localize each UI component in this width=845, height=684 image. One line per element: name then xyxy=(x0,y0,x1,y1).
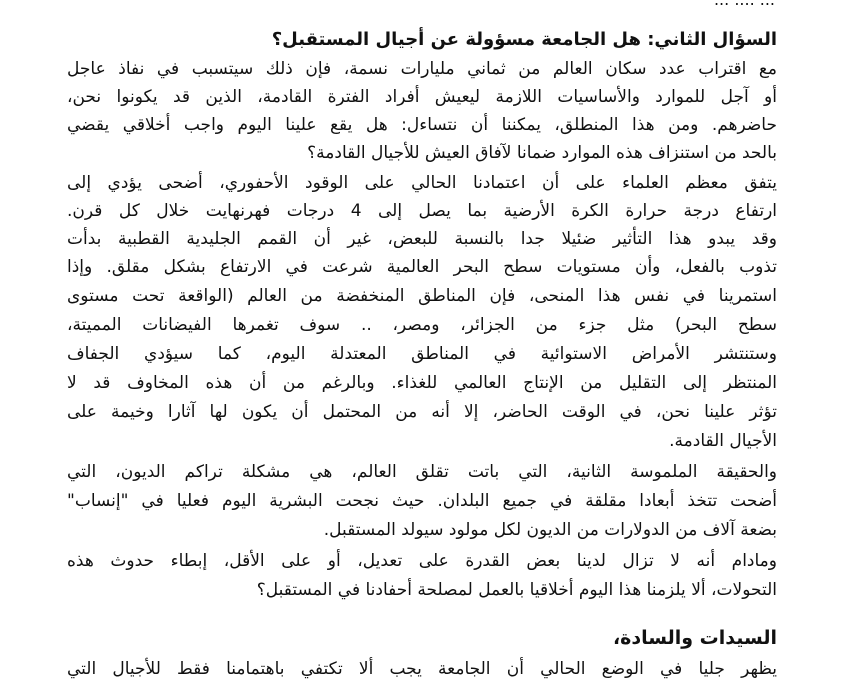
paragraph-line: سطح البحر) مثل جزء من الجزائر، ومصر، .. سوف تغمرها الفيضانات المميتة، xyxy=(67,315,777,335)
paragraph-line: والحقيقة الملموسة الثانية، التي باتت تقلق العالم، هي مشكلة تراكم الديون، التي xyxy=(67,462,777,482)
paragraph-line: التحولات، ألا يلزمنا هذا اليوم أخلاقيا بالعمل لمصلحة أحفادنا في المستقبل؟ xyxy=(256,580,777,600)
paragraph-line: يظهر جليا في الوضع الحالي أن الجامعة يجب ألا تكتفي باهتمامنا فقط للأجيال التي xyxy=(67,659,777,679)
paragraph-line: وقد يبدو هذا التأثير ضئيلا جدا بالنسبة للبعض، غير أن القمم الجليدية القطبية بدأت xyxy=(67,229,777,249)
paragraph-line: الأجيال القادمة. xyxy=(669,431,777,451)
paragraph-line: أضحت تتخذ أبعادا مقلقة في جميع البلدان. حيث نجحت البشرية اليوم فعليا في "إنساب" xyxy=(67,491,777,511)
paragraph-line: استمرينا في نفس هذا المنحى، فإن المناطق المنخفضة من العالم (الواقعة تحت مستوى xyxy=(67,286,777,306)
paragraph-line: تذوب بالفعل، وأن مستويات سطح البحر العالمية شرعت في الارتفاع بشكل مقلق. وإذا xyxy=(67,257,777,277)
paragraph-line: ومادام أنه لا تزال لدينا بعض القدرة على تعديل، أو على الأقل، إبطاء حدوث هذه xyxy=(67,551,777,571)
paragraph-line: مع اقتراب عدد سكان العالم من ثماني مليارات نسمة، فإن ذلك سيتسبب في نفاذ عاجل xyxy=(67,59,777,79)
paragraph-line: بضعة آلاف من الدولارات من الديون لكل مولود سيولد المستقبل. xyxy=(323,520,777,540)
paragraph-line: وستنتشر الأمراض الاستوائية في المناطق المعتدلة اليوم، كما سيؤدي الجفاف xyxy=(67,344,777,364)
paragraph-line: ارتفاع درجة حرارة الكرة الأرضية بما يصل إلى 4 درجات فهرنهايت خلال كل قرن. xyxy=(67,201,777,221)
paragraph-line: حاضرهم. ومن هذا المنطلق، يمكننا أن نتساءل: هل يقع علينا اليوم واجب أخلاقي يقضي xyxy=(67,115,777,135)
section-heading: السيدات والسادة، xyxy=(612,627,777,649)
paragraph-line: يتفق معظم العلماء على أن اعتمادنا الحالي على الوقود الأحفوري، أضحى يؤدي إلى xyxy=(67,173,777,193)
question-heading: السؤال الثاني: هل الجامعة مسؤولة عن أجيال المستقبل؟ xyxy=(271,29,777,50)
cut-off-top-line xyxy=(714,0,775,12)
paragraph-line: أو آجل للموارد والأساسيات اللازمة ليعيش أفراد الفترة القادمة، الذين قد يكونوا نحن، xyxy=(67,87,777,107)
paragraph-line: تؤثر علينا نحن، في الوقت الحاضر، إلا أنه من المحتمل أن يكون لها آثارا وخيمة على xyxy=(67,402,777,422)
paragraph-line: بالحد من استنزاف هذه الموارد ضمانا لآفاق العيش للأجيال القادمة؟ xyxy=(307,143,777,163)
paragraph-line: المنتظر إلى التقليل من الإنتاج العالمي للغذاء. وبالرغم من أن هذه المخاوف قد لا xyxy=(67,373,777,393)
